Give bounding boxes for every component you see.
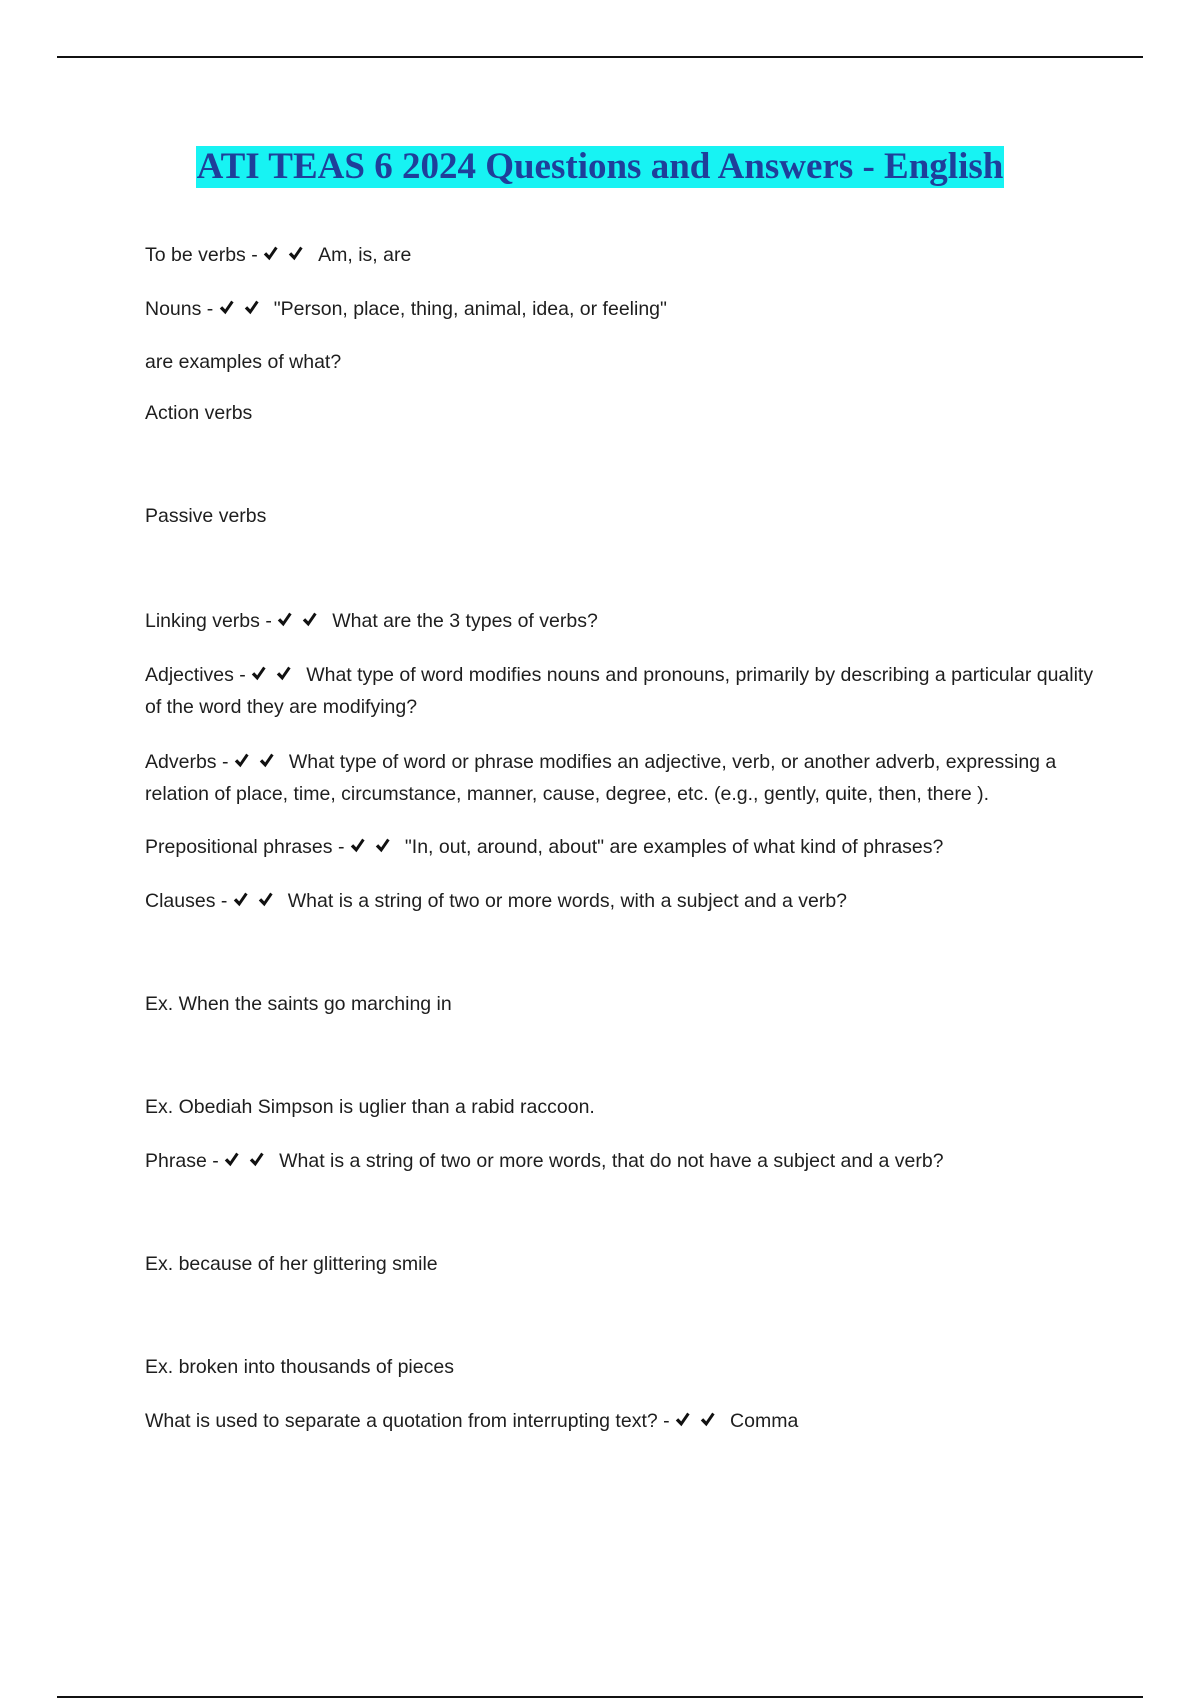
check-icon — [276, 664, 301, 684]
double-check-icon — [277, 610, 327, 630]
entry-term: Adverbs - — [145, 751, 234, 773]
entry-answer: Comma — [730, 1410, 799, 1432]
double-check-icon — [675, 1410, 725, 1430]
check-icon — [375, 836, 400, 856]
check-icon — [302, 610, 327, 630]
check-icon — [263, 244, 288, 264]
bottom-rule — [57, 1696, 1143, 1698]
entry-adjectives — [145, 659, 1105, 723]
entry-clause-example-1: Ex. When the saints go marching in — [145, 993, 452, 1015]
entry-term: Nouns - — [145, 298, 219, 320]
entry-clause-example-2: Ex. Obediah Simpson is uglier than a rabid raccoon. — [145, 1096, 595, 1118]
entry-answer: What is a string of two or more words, with a subject and a verb? — [287, 890, 848, 912]
entry-to-be-verbs — [145, 239, 1105, 271]
entry-phrase-example-1: Ex. because of her glittering smile — [145, 1253, 438, 1275]
entry-passive-verbs: Passive verbs — [145, 505, 267, 527]
title-container — [0, 146, 1200, 188]
double-check-icon — [224, 1150, 274, 1170]
check-icon — [249, 1150, 274, 1170]
double-check-icon — [350, 836, 400, 856]
entry-answer: Am, is, are — [318, 244, 412, 266]
check-icon — [288, 244, 313, 264]
entry-answer: What is a string of two or more words, that do not have a subject and a verb? — [279, 1150, 944, 1172]
check-icon — [233, 890, 258, 910]
entry-prepositional-phrases — [145, 831, 1105, 863]
entry-answer: "Person, place, thing, animal, idea, or feeling" — [273, 298, 667, 320]
entry-term: What is used to separate a quotation from interrupting text? - — [145, 1410, 676, 1432]
check-icon — [219, 298, 244, 318]
entry-phrase — [145, 1145, 1105, 1177]
entry-answer: "In, out, around, about" are examples of what kind of phrases? — [404, 836, 944, 858]
check-icon — [350, 836, 375, 856]
entry-answer: What are the 3 types of verbs? — [332, 610, 598, 632]
entry-adverbs — [145, 746, 1105, 810]
entry-action-verbs: Action verbs — [145, 402, 253, 424]
document-title: ATI TEAS 6 2024 Questions and Answers - English — [196, 146, 1004, 187]
entry-clauses — [145, 885, 1105, 917]
check-icon — [259, 751, 284, 771]
entry-term: Phrase - — [145, 1150, 225, 1172]
check-icon — [224, 1150, 249, 1170]
check-icon — [234, 751, 259, 771]
check-icon — [277, 610, 302, 630]
entry-term: Clauses - — [145, 890, 233, 912]
check-icon — [258, 890, 283, 910]
entry-term: Adjectives - — [145, 664, 252, 686]
double-check-icon — [263, 244, 313, 264]
entry-answer: What type of word or phrase modifies an adjective, verb, or another adverb, expressing a relation of place, time, circumstance, manner, cause, degree, etc. (e.g., gently, quite, then, there ). — [145, 751, 1057, 805]
check-icon — [244, 298, 269, 318]
entry-term: Linking verbs - — [145, 610, 278, 632]
entry-quotation — [145, 1405, 1105, 1437]
check-icon — [251, 664, 276, 684]
check-icon — [700, 1410, 725, 1430]
entry-term: Prepositional phrases - — [145, 836, 350, 858]
check-icon — [675, 1410, 700, 1430]
entry-nouns — [145, 293, 1105, 325]
entry-answer: What type of word modifies nouns and pronouns, primarily by describing a particular quality of the word they are modifying? — [145, 664, 1094, 718]
double-check-icon — [219, 298, 269, 318]
top-rule — [57, 56, 1143, 58]
double-check-icon — [234, 751, 284, 771]
entry-linking-verbs — [145, 605, 1105, 637]
double-check-icon — [233, 890, 283, 910]
entry-phrase-example-2: Ex. broken into thousands of pieces — [145, 1356, 454, 1378]
entry-term: To be verbs - — [145, 244, 264, 266]
double-check-icon — [251, 664, 301, 684]
entry-nouns-continued: are examples of what? — [145, 351, 342, 373]
